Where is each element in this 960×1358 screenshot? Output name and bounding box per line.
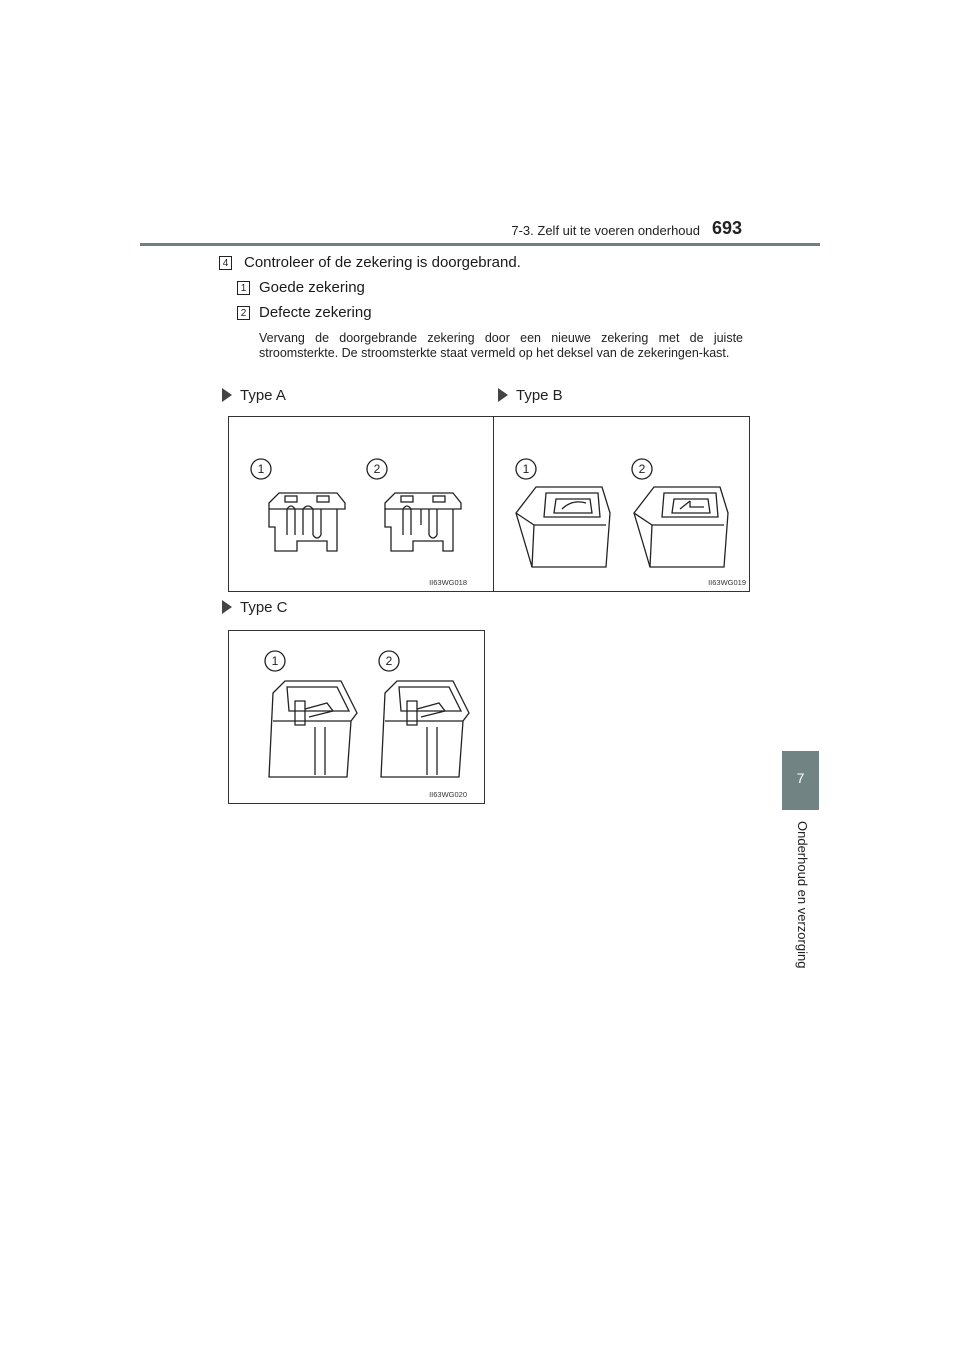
step-text: Controleer of de zekering is doorgebrand. [244,254,521,271]
figure-type-c [228,630,485,804]
legend-text-2: Defecte zekering [259,304,372,321]
step-number-box: 4 [219,256,232,270]
fuse-type-a-illustration [229,417,493,591]
arrow-right-icon [222,600,232,614]
figure-label-type-b [498,387,563,404]
figure-code: II63WG019 [708,578,746,587]
figure-label-text: Type A [240,387,286,404]
callout-2: 2 [373,462,381,476]
figure-label-type-c [222,599,288,616]
chapter-title: Onderhoud en verzorging [795,821,810,969]
page-number: 693 [712,218,743,238]
header-divider [140,243,820,246]
callout-1: 1 [522,462,530,476]
legend-number-2: 2 [237,306,250,320]
arrow-right-icon [498,388,508,402]
legend-number-1: 1 [237,281,250,295]
figure-label-text: Type B [516,387,563,404]
callout-2: 2 [385,654,393,668]
figure-code: II63WG020 [429,790,467,799]
callout-2: 2 [638,462,646,476]
figure-label-text: Type C [240,599,288,616]
figure-code: II63WG018 [429,578,467,587]
legend-text-1: Goede zekering [259,279,365,296]
figure-type-b [493,416,750,592]
fuse-type-c-illustration [229,631,484,803]
figure-label-type-a [222,387,286,404]
callout-1: 1 [257,462,265,476]
figure-type-a [228,416,494,592]
note-paragraph: Vervang de doorgebrande zekering door een nieuwe zekering met de juiste stroomsterkte. De stroomsterkte staat vermeld op het deksel van de zekeringen-kast. [259,331,743,360]
chapter-number: 7 [796,770,805,786]
callout-1: 1 [271,654,279,668]
fuse-type-b-illustration [494,417,749,591]
arrow-right-icon [222,388,232,402]
section-title: 7-3. Zelf uit te voeren onderhoud [511,223,700,238]
